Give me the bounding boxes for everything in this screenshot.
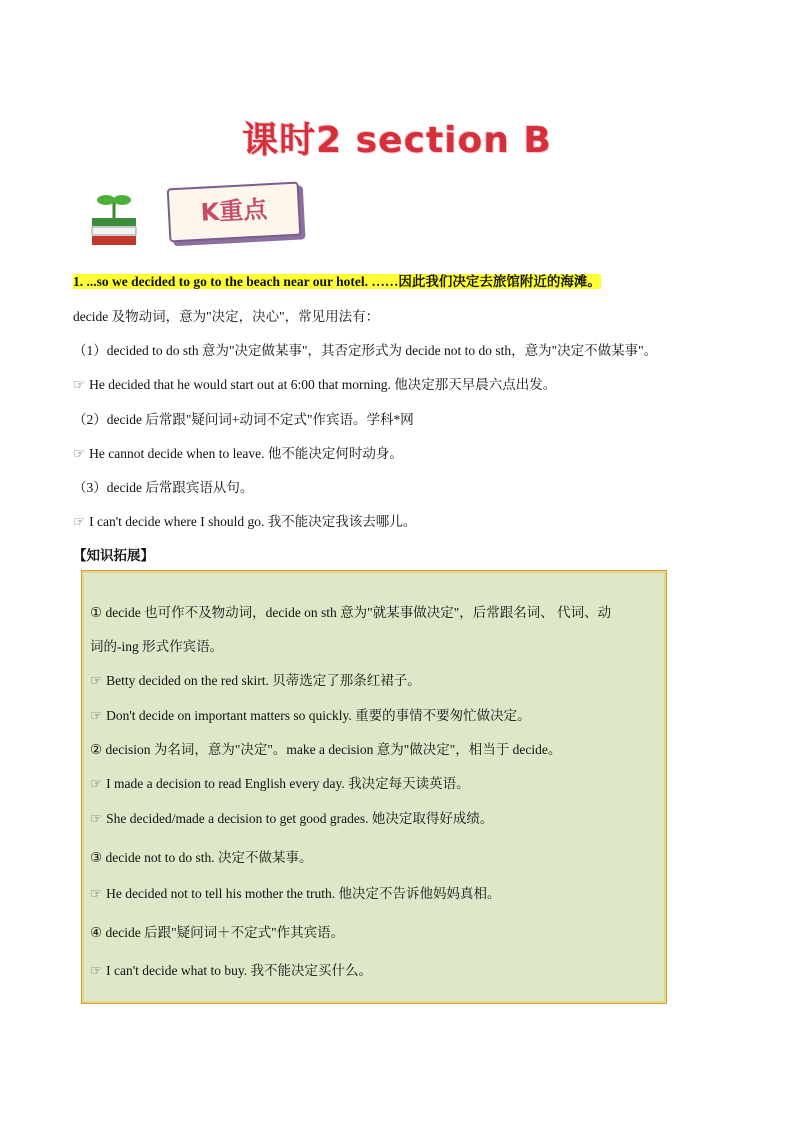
text-line: （3）decide 后常跟宾语从句。 — [73, 480, 254, 495]
example-line: ☞ He cannot decide when to leave. 他不能决定何时动身。 — [73, 446, 403, 461]
key-points-badge: K重点 — [167, 182, 302, 243]
hand-pointer-icon: ☞ — [90, 776, 103, 791]
knowledge-extension-box — [81, 570, 667, 1004]
box-example: ☞ I can't decide what to buy. 我不能决定买什么。 — [90, 963, 372, 978]
extension-title: 【知识拓展】 — [73, 548, 154, 563]
box-line: ③ decide not to do sth. 决定不做某事。 — [90, 850, 313, 865]
text-line: （1）decided to do sth 意为"决定做某事"，其否定形式为 decide not to do sth，意为"决定不做某事"。 — [73, 343, 658, 358]
hand-pointer-icon: ☞ — [90, 963, 103, 978]
hand-pointer-icon: ☞ — [73, 514, 86, 529]
box-example: ☞ I made a decision to read English every day. 我决定每天读英语。 — [90, 776, 470, 791]
box-example: ☞ He decided not to tell his mother the truth. 他决定不告诉他妈妈真相。 — [90, 886, 501, 901]
box-example: ☞ She decided/made a decision to get good grades. 她决定取得好成绩。 — [90, 811, 494, 826]
hand-pointer-icon: ☞ — [90, 811, 103, 826]
box-example: ☞ Don't decide on important matters so quickly. 重要的事情不要匆忙做决定。 — [90, 708, 531, 723]
box-line: ④ decide 后跟"疑问词＋不定式"作其宾语。 — [90, 925, 345, 940]
hand-pointer-icon: ☞ — [73, 446, 86, 461]
box-line: ② decision 为名词，意为"决定"。make a decision 意为"做决定"，相当于 decide。 — [90, 742, 562, 757]
text-line: decide 及物动词，意为"决定，决心"，常见用法有： — [73, 309, 380, 324]
text-line: （2）decide 后常跟"疑问词+动词不定式"作宾语。学科*网 — [73, 412, 414, 427]
hand-pointer-icon: ☞ — [90, 886, 103, 901]
hand-pointer-icon: ☞ — [90, 708, 103, 723]
box-line: ① decide 也可作不及物动词，decide on sth 意为"就某事做决定"，后常跟名词、 代词、动 — [90, 605, 612, 620]
section-heading: 1. ...so we decided to go to the beach near our hotel. ……因此我们决定去旅馆附近的海滩。 — [73, 274, 601, 289]
box-line: 词的-ing 形式作宾语。 — [90, 639, 224, 654]
page-title: 课时2 section B — [242, 120, 552, 161]
hand-pointer-icon: ☞ — [73, 377, 86, 392]
box-example: ☞ Betty decided on the red skirt. 贝蒂选定了那条红裙子。 — [90, 673, 421, 688]
books-sprout-icon — [88, 190, 140, 246]
example-line: ☞ I can't decide where I should go. 我不能决定我该去哪儿。 — [73, 514, 417, 529]
hand-pointer-icon: ☞ — [90, 673, 103, 688]
example-line: ☞ He decided that he would start out at 6:00 that morning. 他决定那天早晨六点出发。 — [73, 377, 557, 392]
